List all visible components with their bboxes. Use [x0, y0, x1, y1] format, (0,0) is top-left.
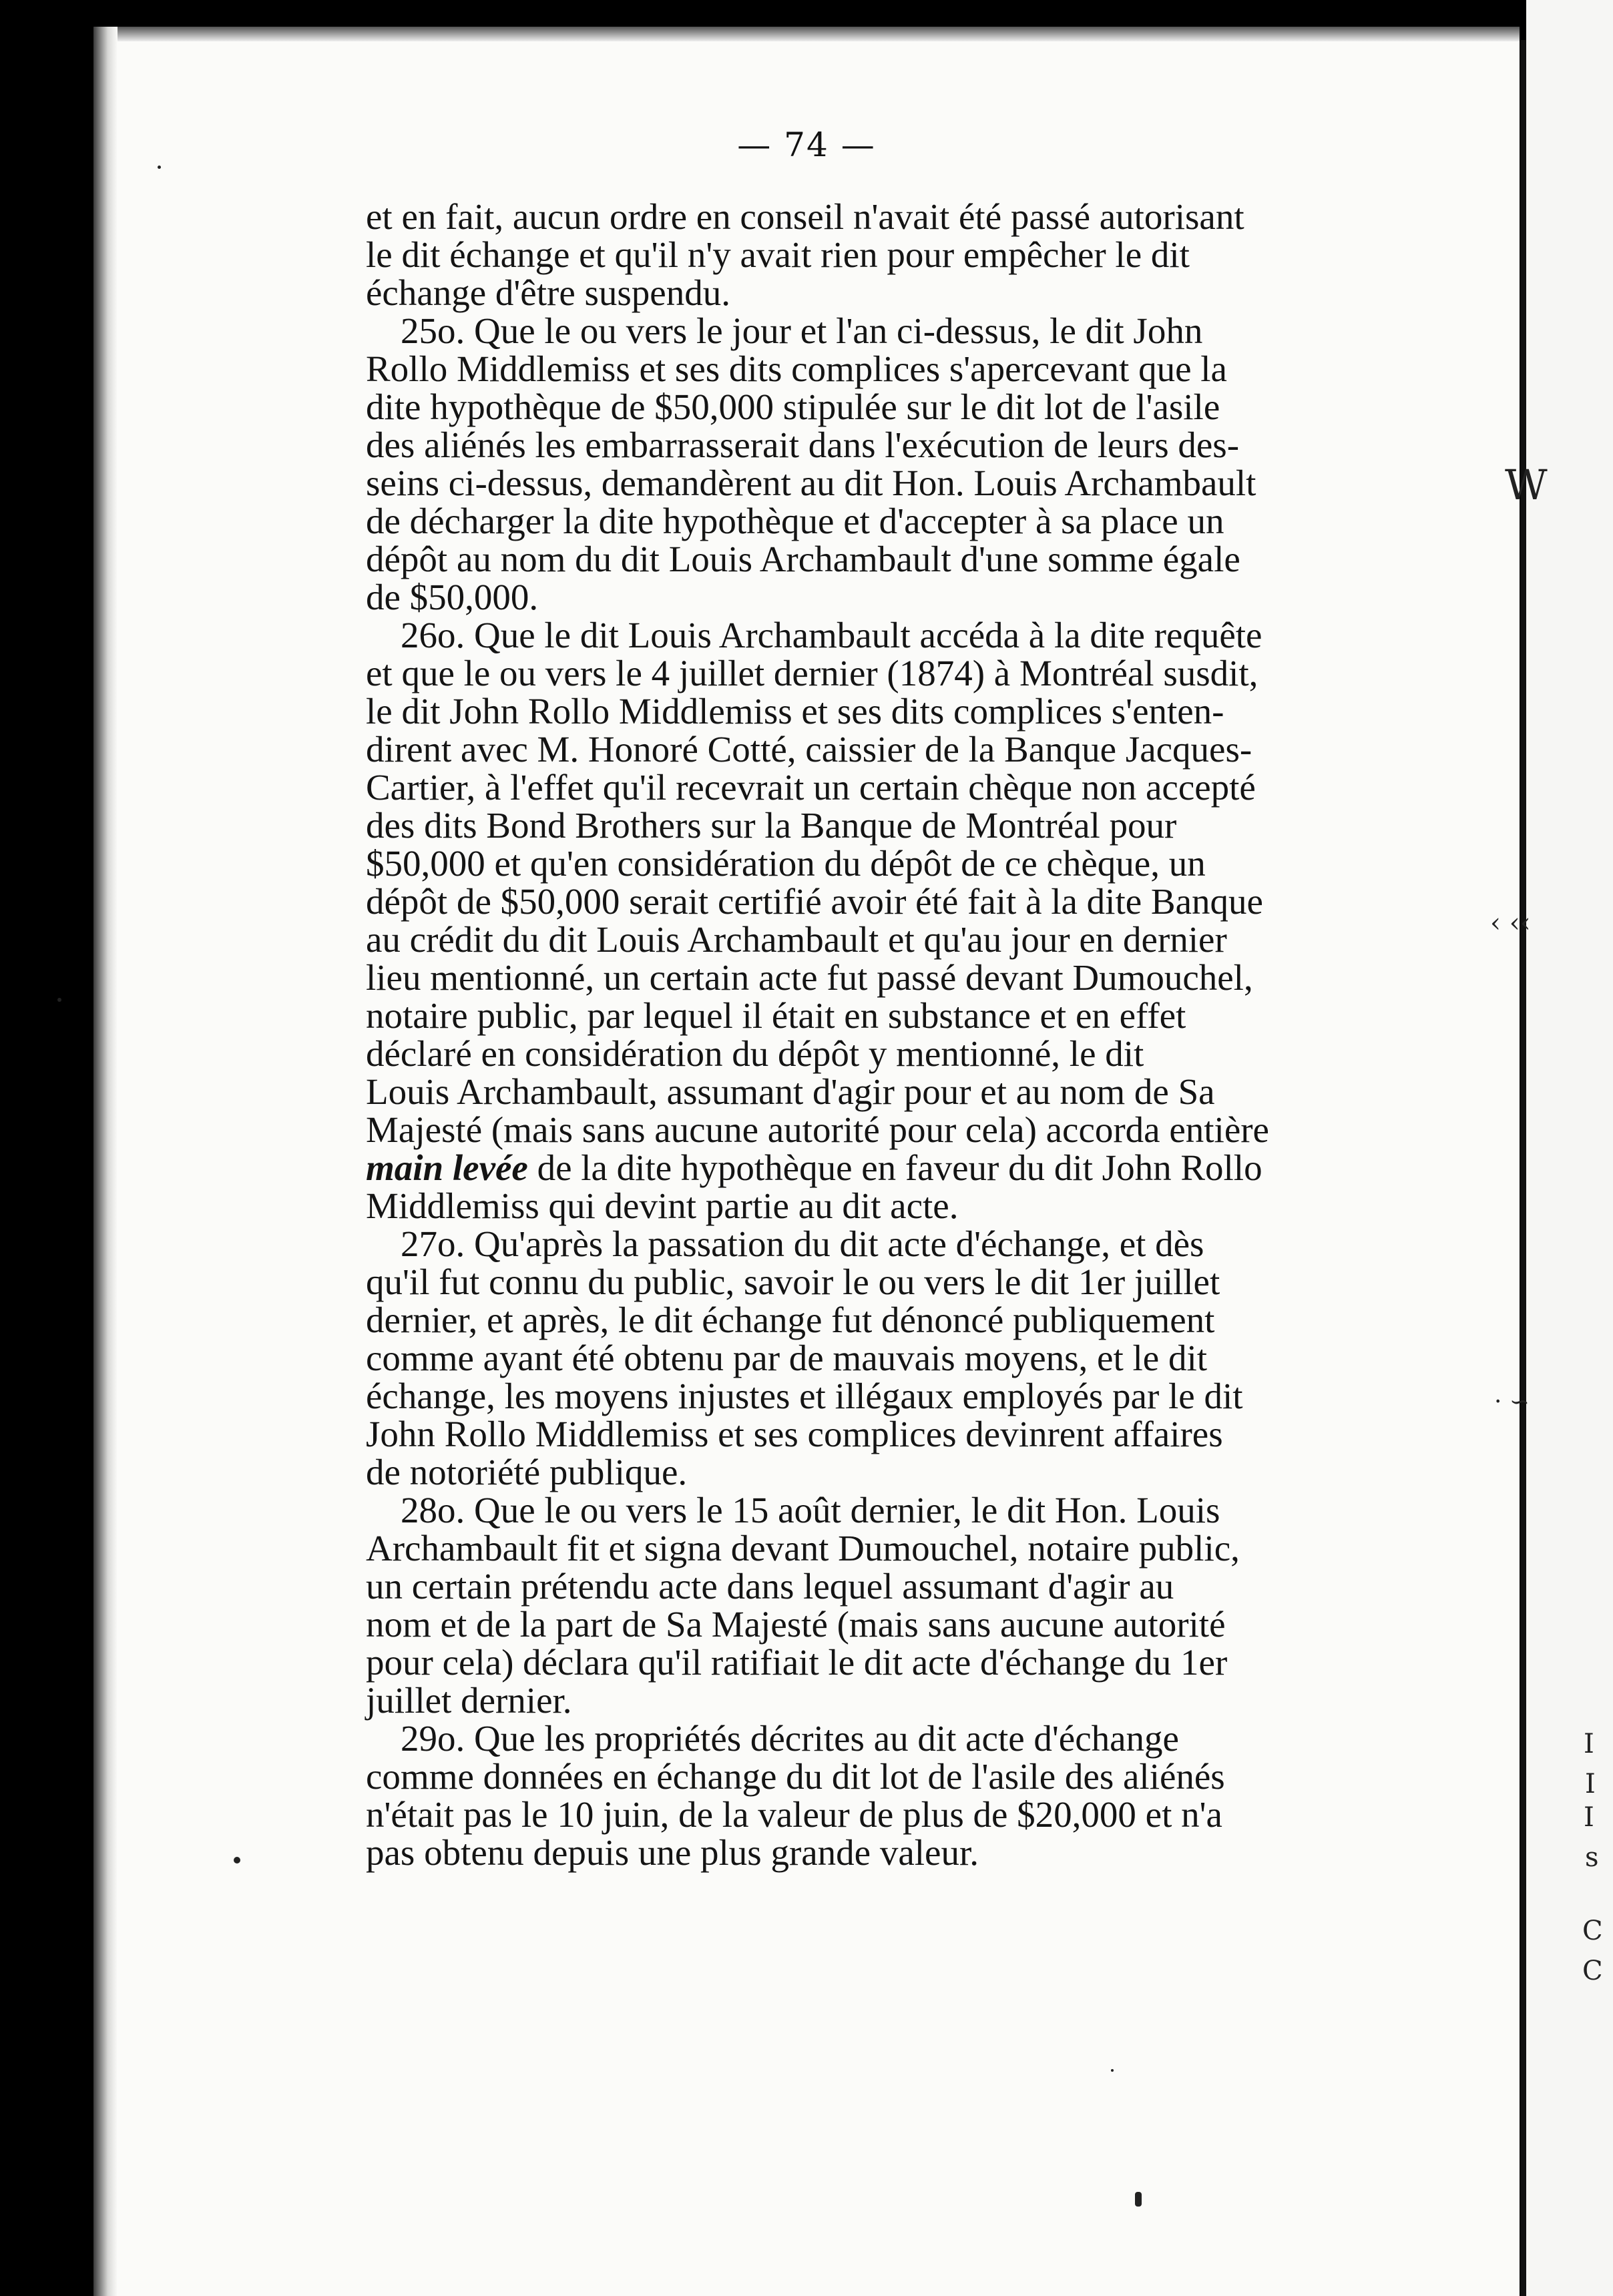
paragraph-p29	[366, 1719, 1407, 1872]
text-line: des aliénés les embarrasserait dans l'exécution de leurs des-	[366, 424, 1240, 465]
dust-speck	[57, 998, 61, 1002]
text-line: au crédit du dit Louis Archambault et qu'au jour en dernier	[366, 919, 1227, 960]
text-line: de notoriété publique.	[366, 1452, 688, 1492]
text-line: juillet dernier.	[366, 1680, 572, 1721]
body-text	[366, 198, 1407, 1872]
text-line: Louis Archambault, assumant d'agir pour et au nom de Sa	[366, 1071, 1215, 1112]
text-line: de $50,000.	[366, 577, 539, 617]
text-line: Majesté (mais sans aucune autorité pour cela) accorda entière	[366, 1109, 1269, 1150]
text-line: 27o. Qu'après la passation du dit acte d'échange, et dès	[401, 1223, 1204, 1264]
margin-mark-cc: ‹ ‹‹	[1490, 908, 1531, 938]
text-line: Middlemiss qui devint partie au dit acte.	[366, 1185, 959, 1226]
page-edge-shadow-left	[93, 27, 118, 2296]
text-line: le dit échange et qu'il n'y avait rien pour empêcher le dit	[366, 234, 1190, 275]
text-line: 25o. Que le ou vers le jour et l'an ci-dessus, le dit John	[401, 310, 1203, 351]
dust-speck	[1135, 2192, 1142, 2207]
text-line: dépôt au nom du dit Louis Archambault d'une somme égale	[366, 539, 1240, 579]
text-line: et que le ou vers le 4 juillet dernier (1874) à Montréal susdit,	[366, 653, 1258, 693]
text-line: dite hypothèque de $50,000 stipulée sur le dit lot de l'asile	[366, 386, 1220, 427]
text-line: John Rollo Middlemiss et ses complices devinrent affaires	[366, 1414, 1223, 1454]
bleed-through-text	[374, 1869, 1375, 1942]
text-line: n'était pas le 10 juin, de la valeur de plus de $20,000 et n'a	[366, 1794, 1222, 1835]
text-line: dernier, et après, le dit échange fut dénoncé publiquement	[366, 1300, 1215, 1340]
text-line: des dits Bond Brothers sur la Banque de Montréal pour	[366, 805, 1177, 846]
text-line: 29o. Que les propriétés décrites au dit acte d'échange	[401, 1718, 1179, 1759]
dust-speck	[1111, 2069, 1114, 2072]
text-line: 28o. Que le ou vers le 15 août dernier, le dit Hon. Louis	[401, 1490, 1220, 1530]
text-line: le dit John Rollo Middlemiss et ses dits complices s'enten-	[366, 691, 1224, 732]
text-line: et en fait, aucun ordre en conseil n'avait été passé autorisant	[366, 196, 1244, 237]
text-line: pas obtenu depuis une plus grande valeur.	[366, 1832, 979, 1873]
paragraph-intro	[366, 198, 1407, 312]
page-number: — 74 —	[737, 125, 876, 164]
text-line: pour cela) déclara qu'il ratifiait le dit acte d'échange du 1er	[366, 1642, 1228, 1683]
text-line: comme ayant été obtenu par de mauvais moyens, et le dit	[366, 1338, 1208, 1378]
paragraph-p26	[366, 616, 1407, 1225]
text-line: un certain prétendu acte dans lequel assumant d'agir au	[366, 1566, 1174, 1607]
text-line: échange d'être suspendu.	[366, 272, 730, 313]
margin-mark-w: W	[1505, 461, 1548, 509]
text-line: seins ci-dessus, demandèrent au dit Hon. Louis Archambault	[366, 463, 1256, 503]
dust-speck	[234, 1857, 240, 1863]
text-line: dirent avec M. Honoré Cotté, caissier de la Banque Jacques-	[366, 729, 1252, 770]
text-line: dépôt de $50,000 serait certifié avoir été fait à la dite Banque	[366, 881, 1263, 922]
adjacent-page-strip: I I I s C C	[1526, 0, 1613, 2296]
text-line: notaire public, par lequel il était en substance et en effet	[366, 995, 1186, 1036]
text-line: nom et de la part de Sa Majesté (mais sans aucune autorité	[366, 1604, 1226, 1645]
dust-speck	[158, 166, 161, 169]
text-line: 26o. Que le dit Louis Archambault accéda à la dite requête	[401, 615, 1262, 655]
text-line: Cartier, à l'effet qu'il recevrait un certain chèque non accepté	[366, 767, 1256, 808]
paragraph-p28	[366, 1491, 1407, 1719]
paragraph-p25	[366, 312, 1407, 616]
page-gutter-line	[1521, 40, 1526, 2296]
text-line: lieu mentionné, un certain acte fut passé devant Dumouchel,	[366, 957, 1253, 998]
text-line: échange, les moyens injustes et illégaux employés par le dit	[366, 1376, 1243, 1416]
text-line: qu'il fut connu du public, savoir le ou vers le dit 1er juillet	[366, 1261, 1220, 1302]
margin-mark-v: · ∽	[1494, 1388, 1530, 1416]
text-line: de décharger la dite hypothèque et d'accepter à sa place un	[366, 501, 1224, 541]
page-edge-shadow-top	[93, 27, 1520, 41]
text-line: Archambault fit et signa devant Dumouchel, notaire public,	[366, 1528, 1240, 1568]
text-line: Rollo Middlemiss et ses dits complices s'apercevant que la	[366, 348, 1227, 389]
text-line: $50,000 et qu'en considération du dépôt de ce chèque, un	[366, 843, 1206, 884]
text-line: comme données en échange du dit lot de l'asile des aliénés	[366, 1756, 1225, 1797]
text-line: déclaré en considération du dépôt y mentionné, le dit	[366, 1033, 1144, 1074]
text-line: main levée de la dite hypothèque en faveur du dit John Rollo	[366, 1147, 1262, 1188]
paragraph-p27	[366, 1225, 1407, 1491]
